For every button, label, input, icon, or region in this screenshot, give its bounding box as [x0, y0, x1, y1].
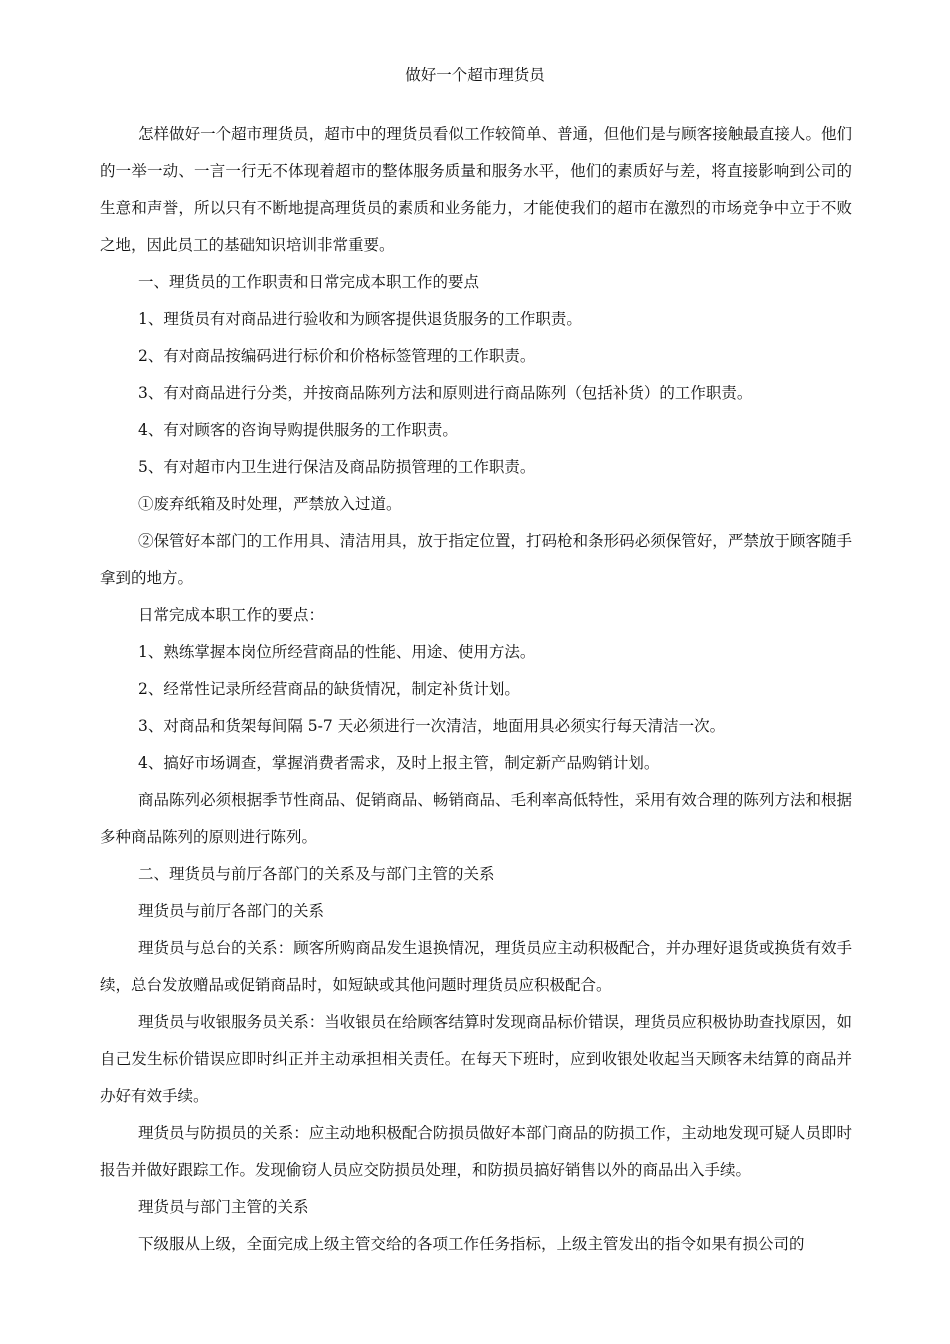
sub-item-2: ②保管好本部门的工作用具、清洁用具，放于指定位置，打码枪和条形码必须保管好，严禁放于顾客随手拿到的地方。	[100, 532, 852, 587]
display-paragraph: 商品陈列必须根据季节性商品、促销商品、畅销商品、毛利率高低特性，采用有效合理的陈列方法和根据多种商品陈列的原则进行陈列。	[100, 791, 852, 846]
daily-item-4: 4、搞好市场调查，掌握消费者需求，及时上报主管，制定新产品购销计划。	[138, 754, 660, 772]
duty-item-5: 5、有对超市内卫生进行保洁及商品防损管理的工作职责。	[138, 458, 536, 476]
subsection-heading-front: 理货员与前厅各部门的关系	[138, 902, 325, 920]
section-heading-2: 二、理货员与前厅各部门的关系及与部门主管的关系	[138, 865, 495, 883]
daily-item-1: 1、熟练掌握本岗位所经营商品的性能、用途、使用方法。	[138, 643, 536, 661]
subsection-heading-supervisor: 理货员与部门主管的关系	[138, 1198, 309, 1216]
document-title: 做好一个超市理货员	[405, 66, 545, 84]
section-heading-1: 一、理货员的工作职责和日常完成本职工作的要点	[138, 273, 480, 291]
front-desk-paragraph: 理货员与总台的关系：顾客所购商品发生退换情况，理货员应主动积极配合，并办理好退货或换货有效手续，总台发放赠品或促销商品时，如短缺或其他问题时理货员应积极配合。	[100, 939, 852, 994]
loss-prevention-paragraph: 理货员与防损员的关系：应主动地积极配合防损员做好本部门商品的防损工作，主动地发现可疑人员即时报告并做好跟踪工作。发现偷窃人员应交防损员处理，和防损员搞好销售以外的商品出入手续。	[100, 1124, 852, 1179]
duty-item-2: 2、有对商品按编码进行标价和价格标签管理的工作职责。	[138, 347, 536, 365]
supervisor-paragraph: 下级服从上级，全面完成上级主管交给的各项工作任务指标，上级主管发出的指令如果有损公司的	[138, 1235, 805, 1253]
duty-item-4: 4、有对顾客的咨询导购提供服务的工作职责。	[138, 421, 458, 439]
intro-paragraph: 怎样做好一个超市理货员，超市中的理货员看似工作较简单、普通，但他们是与顾客接触最直接人。他们的一举一动、一言一行无不体现着超市的整体服务质量和服务水平，他们的素质好与差，将直接影响到公司的生意和声誉，所以只有不断地提高理货员的素质和业务能力，才能使我们的超市在激烈的市场竞争中立于不败之地，因此员工的基础知识培训非常重要。	[100, 125, 852, 254]
duty-item-3: 3、有对商品进行分类，并按商品陈列方法和原则进行商品陈列（包括补货）的工作职责。	[138, 384, 753, 402]
duty-item-1: 1、理货员有对商品进行验收和为顾客提供退货服务的工作职责。	[138, 310, 582, 328]
daily-item-2: 2、经常性记录所经营商品的缺货情况，制定补货计划。	[138, 680, 520, 698]
daily-item-3: 3、对商品和货架每间隔 5-7 天必须进行一次清洁，地面用具必须实行每天清洁一次。	[138, 717, 726, 735]
document-body	[100, 116, 852, 1263]
daily-points-heading: 日常完成本职工作的要点：	[138, 606, 325, 624]
sub-item-1: ①废弃纸箱及时处理，严禁放入过道。	[138, 495, 402, 513]
cashier-paragraph: 理货员与收银服务员关系：当收银员在给顾客结算时发现商品标价错误，理货员应积极协助查找原因，如自己发生标价错误应即时纠正并主动承担相关责任。在每天下班时，应到收银处收起当天顾客未结算的商品并办好有效手续。	[100, 1013, 852, 1105]
